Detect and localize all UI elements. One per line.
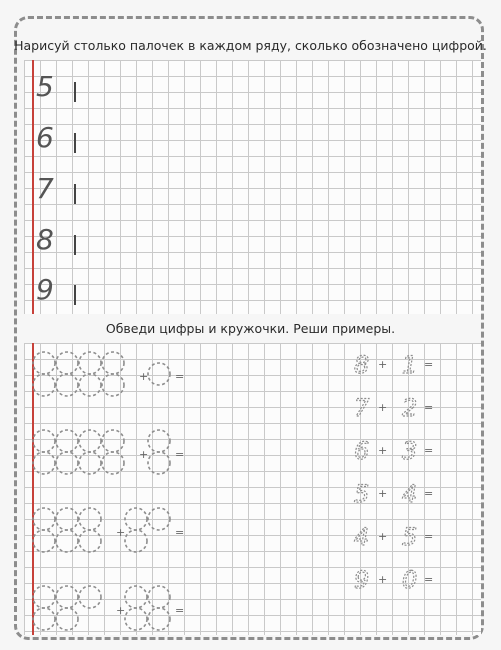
dashed-circle[interactable] — [33, 586, 55, 608]
dashed-digit[interactable]: 0 — [402, 566, 418, 594]
dashed-circle[interactable] — [102, 374, 124, 396]
dashed-circle[interactable] — [125, 530, 147, 552]
dashed-circle[interactable] — [33, 452, 55, 474]
dashed-circle[interactable] — [148, 430, 170, 452]
dashed-circle[interactable] — [79, 430, 101, 452]
equals-sign: = — [424, 444, 434, 457]
dashed-circle[interactable] — [148, 508, 170, 530]
dashed-circle[interactable] — [56, 586, 78, 608]
dashed-digit[interactable]: 4 — [402, 480, 418, 508]
plus-sign: + — [378, 487, 388, 500]
equals-sign: = — [175, 370, 185, 383]
dashed-circle[interactable] — [79, 374, 101, 396]
dashed-digit[interactable]: 5 — [354, 480, 370, 508]
dashed-digit[interactable]: 2 — [402, 394, 418, 422]
stick — [74, 285, 76, 305]
dashed-circle[interactable] — [56, 452, 78, 474]
row-number-7: 7 — [36, 172, 54, 205]
dashed-digit[interactable]: 4 — [354, 523, 370, 551]
dashed-circle[interactable] — [79, 508, 101, 530]
equals-sign: = — [175, 604, 185, 617]
dashed-circle[interactable] — [102, 452, 124, 474]
dashed-circle[interactable] — [102, 430, 124, 452]
plus-sign: + — [378, 401, 388, 414]
dashed-circle[interactable] — [33, 608, 55, 630]
dashed-circle[interactable] — [56, 530, 78, 552]
dashed-circle[interactable] — [125, 586, 147, 608]
equals-sign: = — [424, 401, 434, 414]
plus-sign: + — [139, 370, 149, 383]
task1-grid[interactable] — [24, 60, 481, 314]
stick — [74, 133, 76, 153]
equals-sign: = — [424, 487, 434, 500]
dashed-circle[interactable] — [33, 374, 55, 396]
stick — [74, 184, 76, 204]
dashed-digit[interactable]: 3 — [402, 437, 418, 465]
dashed-circle[interactable] — [148, 586, 170, 608]
row-number-6: 6 — [36, 121, 54, 154]
dashed-digit[interactable]: 7 — [354, 394, 370, 422]
equals-sign: = — [424, 573, 434, 586]
equals-sign: = — [424, 358, 434, 371]
margin-line — [32, 60, 34, 314]
stick — [74, 82, 76, 102]
plus-sign: + — [378, 530, 388, 543]
plus-sign: + — [378, 444, 388, 457]
equals-sign: = — [175, 526, 185, 539]
dashed-circle[interactable] — [148, 363, 170, 385]
task2-instruction: Обведи цифры и кружочки. Реши примеры. — [105, 321, 396, 336]
dashed-circle[interactable] — [56, 508, 78, 530]
dashed-circle[interactable] — [33, 352, 55, 374]
plus-sign: + — [116, 604, 126, 617]
equals-sign: = — [175, 448, 185, 461]
plus-sign: + — [378, 358, 388, 371]
equals-sign: = — [424, 530, 434, 543]
dashed-circle[interactable] — [148, 608, 170, 630]
row-number-9: 9 — [36, 273, 54, 306]
dashed-circle[interactable] — [56, 374, 78, 396]
dashed-digit[interactable]: 5 — [402, 523, 418, 551]
plus-sign: + — [139, 448, 149, 461]
dashed-circle[interactable] — [79, 352, 101, 374]
dashed-circle[interactable] — [79, 586, 101, 608]
dashed-circle[interactable] — [33, 530, 55, 552]
dashed-circle[interactable] — [79, 452, 101, 474]
dashed-circle[interactable] — [125, 508, 147, 530]
row-number-5: 5 — [36, 70, 54, 103]
dashed-circle[interactable] — [56, 608, 78, 630]
plus-sign: + — [378, 573, 388, 586]
dashed-circle[interactable] — [56, 430, 78, 452]
row-number-8: 8 — [36, 223, 54, 256]
exercise-drawing[interactable] — [24, 343, 481, 635]
task2-grid[interactable] — [24, 343, 481, 635]
dashed-digit[interactable]: 9 — [354, 566, 370, 594]
plus-sign: + — [116, 526, 126, 539]
dashed-circle[interactable] — [148, 452, 170, 474]
dashed-circle[interactable] — [33, 430, 55, 452]
dashed-circle[interactable] — [125, 608, 147, 630]
dashed-circle[interactable] — [33, 508, 55, 530]
dashed-digit[interactable]: 1 — [402, 351, 418, 379]
dashed-circle[interactable] — [79, 530, 101, 552]
dashed-circle[interactable] — [102, 352, 124, 374]
dashed-digit[interactable]: 8 — [354, 351, 370, 379]
task1-instruction: Нарисуй столько палочек в каждом ряду, сколько обозначено цифрой. — [14, 38, 487, 53]
dashed-digit[interactable]: 6 — [354, 437, 370, 465]
stick — [74, 235, 76, 255]
dashed-circle[interactable] — [56, 352, 78, 374]
